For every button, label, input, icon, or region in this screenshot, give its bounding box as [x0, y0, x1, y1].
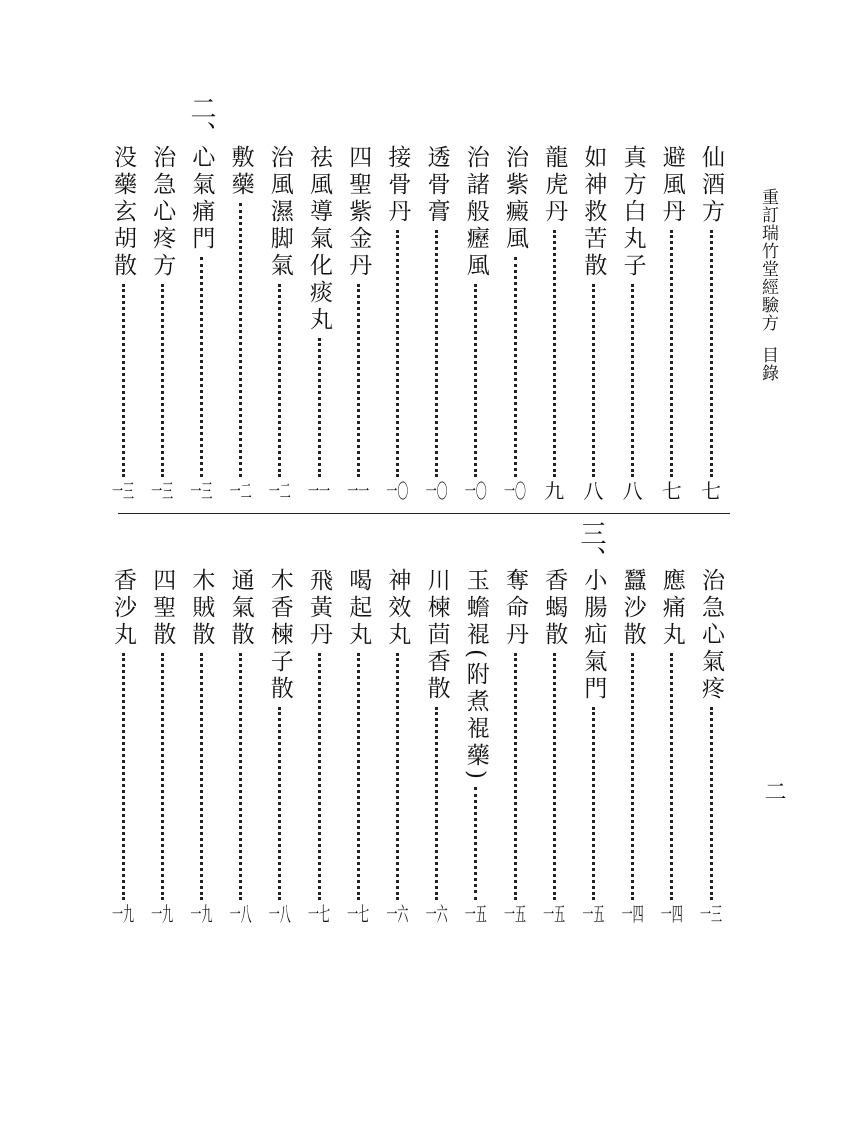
dot-leader — [318, 338, 321, 477]
entry-title: 治急心氣疼 — [698, 568, 724, 703]
entry-page-number: 一三 — [700, 904, 722, 924]
entry-page-number: 一五 — [464, 904, 487, 924]
running-header — [756, 188, 781, 382]
entry-title: 真方白丸子 — [619, 145, 646, 280]
toc-entry — [578, 145, 608, 507]
toc-entry — [461, 568, 491, 930]
page-number: 二 — [761, 780, 786, 802]
toc-entry — [186, 145, 216, 507]
entry-page-number: 一五 — [543, 904, 566, 924]
dot-leader — [553, 653, 556, 900]
dot-leader — [239, 653, 242, 900]
entry-title: 川楝茴香散 — [423, 568, 450, 703]
dot-leader — [514, 257, 517, 477]
dot-leader — [435, 230, 438, 477]
dot-leader — [631, 284, 634, 477]
entry-page-number: 七 — [661, 481, 682, 501]
toc-entry — [657, 568, 687, 930]
dot-leader — [553, 230, 556, 477]
entry-title: 通氣散 — [227, 568, 254, 649]
toc-entry — [696, 145, 726, 507]
entry-page-number: 九 — [544, 481, 565, 501]
entry-page-number: 一〇 — [425, 481, 448, 501]
section-marker-2: 二、 — [186, 95, 216, 147]
dot-leader — [122, 284, 125, 477]
toc-entry — [265, 145, 295, 507]
toc-entry — [304, 145, 334, 507]
dot-leader — [122, 653, 125, 900]
dot-leader — [592, 284, 595, 477]
toc-entry — [618, 145, 648, 507]
dot-leader — [357, 653, 360, 900]
entry-title: 奪命丹 — [502, 568, 528, 649]
entry-title: 香蝎散 — [541, 568, 568, 649]
dot-leader — [474, 787, 477, 900]
divider-rule — [118, 513, 730, 514]
entry-page-number: 一三 — [190, 481, 213, 501]
entry-page-number: 一五 — [504, 904, 526, 924]
toc-entry — [500, 568, 530, 930]
toc-entry — [226, 568, 256, 930]
entry-title: 透骨膏 — [423, 145, 450, 226]
entry-page-number: 一九 — [151, 904, 174, 924]
entry-title: 香沙丸 — [110, 568, 136, 649]
entry-page-number: 一二 — [268, 481, 291, 501]
toc-entry — [618, 568, 648, 930]
dot-leader — [278, 284, 281, 477]
dot-leader — [435, 707, 438, 900]
dot-leader — [161, 284, 164, 477]
entry-page-number: 一三 — [151, 481, 174, 501]
dot-leader — [161, 653, 164, 900]
dot-leader — [514, 653, 517, 900]
entry-title: 接骨丹 — [384, 145, 411, 226]
entry-page-number: 一八 — [229, 904, 252, 924]
dot-leader — [631, 653, 634, 900]
entry-title: 蠶沙散 — [619, 568, 646, 649]
toc-entry — [578, 568, 608, 930]
entry-page-number: 一〇 — [504, 481, 526, 501]
entry-title: 木賊散 — [188, 568, 215, 649]
dot-leader — [710, 707, 713, 900]
entry-page-number: 一六 — [386, 904, 409, 924]
entry-title: 木香楝子散 — [266, 568, 293, 703]
dot-leader — [278, 707, 281, 900]
entry-page-number: 一四 — [660, 904, 683, 924]
entry-title: 四聖散 — [149, 568, 176, 649]
toc-entry — [343, 145, 373, 507]
dot-leader — [592, 707, 595, 900]
entry-title: 敷藥 — [227, 145, 254, 199]
entry-title: 治諸般癧風 — [462, 145, 489, 280]
entry-page-number: 一八 — [268, 904, 291, 924]
entry-page-number: 一四 — [621, 904, 644, 924]
dot-leader — [357, 284, 360, 477]
entry-title: 喝起丸 — [345, 568, 372, 649]
toc-entry — [422, 568, 452, 930]
entry-page-number: 一〇 — [464, 481, 487, 501]
dot-leader — [318, 653, 321, 900]
toc-entry — [265, 568, 295, 930]
toc-entry — [539, 568, 569, 930]
toc-entry — [382, 568, 412, 930]
toc-entry — [147, 568, 177, 930]
entry-title: 如神救苦散 — [580, 145, 607, 280]
entry-title: 龍虎丹 — [541, 145, 568, 226]
toc-entry — [422, 145, 452, 507]
entry-title: 没藥玄胡散 — [110, 145, 136, 280]
toc-entry — [657, 145, 687, 507]
entry-title: 小腸疝氣門 — [580, 568, 607, 703]
toc-entry — [108, 568, 138, 930]
toc-entry — [461, 145, 491, 507]
book-title: 重訂瑞竹堂經驗方 — [758, 188, 778, 332]
header-section: 目錄 — [758, 346, 778, 382]
entry-page-number: 一一 — [347, 481, 370, 501]
entry-title: 祛風導氣化痰丸 — [306, 145, 332, 334]
entry-page-number: 一五 — [582, 904, 605, 924]
toc-entry — [304, 568, 334, 930]
dot-leader — [239, 203, 242, 477]
entry-page-number: 一七 — [308, 904, 330, 924]
dot-leader — [710, 230, 713, 477]
toc-entry — [382, 145, 412, 507]
dot-leader — [670, 653, 673, 900]
toc-entry — [186, 568, 216, 930]
entry-title: 應痛丸 — [658, 568, 685, 649]
entry-page-number: 一三 — [112, 481, 134, 501]
entry-title: 心氣痛門 — [188, 145, 215, 253]
toc-entry — [147, 145, 177, 507]
entry-page-number: 一九 — [112, 904, 134, 924]
toc-entry — [696, 568, 726, 930]
dot-leader — [200, 257, 203, 477]
entry-page-number: 七 — [701, 481, 721, 501]
entry-title: 玉蟾裩(附煮裩藥) — [462, 568, 489, 783]
toc-entry — [500, 145, 530, 507]
dot-leader — [200, 653, 203, 900]
entry-page-number: 一〇 — [386, 481, 409, 501]
dot-leader — [670, 230, 673, 477]
dot-leader — [474, 284, 477, 477]
entry-title: 飛黃丹 — [306, 568, 332, 649]
entry-title: 仙酒方 — [698, 145, 724, 226]
entry-title: 治風濕脚氣 — [266, 145, 293, 280]
entry-page-number: 一二 — [229, 481, 252, 501]
entry-title: 四聖紫金丹 — [345, 145, 372, 280]
entry-page-number: 一一 — [308, 481, 330, 501]
entry-title: 避風丹 — [658, 145, 685, 226]
dot-leader — [396, 230, 399, 477]
entry-title: 神效丸 — [384, 568, 411, 649]
toc-entry — [226, 145, 256, 507]
toc-entry — [108, 145, 138, 507]
entry-page-number: 一六 — [425, 904, 448, 924]
toc-entry — [343, 568, 373, 930]
entry-page-number: 八 — [583, 481, 604, 501]
toc-entry — [539, 145, 569, 507]
entry-title: 治急心疼方 — [149, 145, 176, 280]
entry-title: 治紫癜風 — [502, 145, 528, 253]
section-marker-3: 三、 — [576, 520, 606, 572]
entry-page-number: 八 — [622, 481, 643, 501]
entry-page-number: 一七 — [347, 904, 370, 924]
entry-page-number: 一九 — [190, 904, 213, 924]
dot-leader — [396, 653, 399, 900]
